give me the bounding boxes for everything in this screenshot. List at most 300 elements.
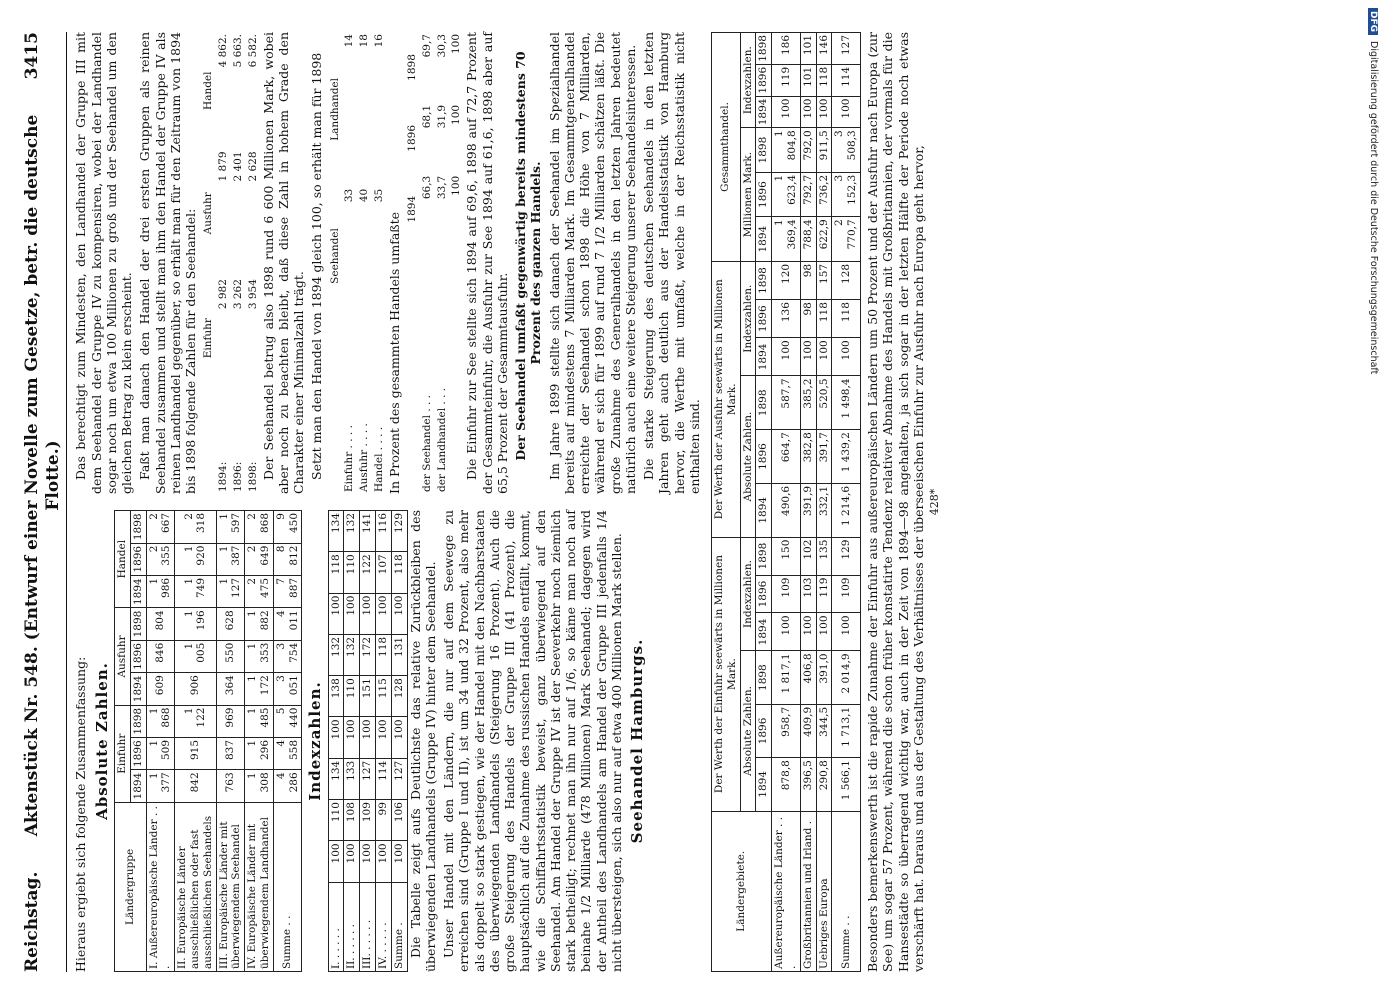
table-cell: 587,7: [772, 376, 801, 430]
table-cell: 385,2: [800, 376, 816, 430]
table-cell: der Landhandel . . .: [435, 387, 448, 492]
table-cell: 1 749: [175, 575, 216, 607]
table-cell: 100: [772, 613, 801, 651]
table-cell: 2 014,9: [832, 651, 861, 704]
abs-body: [146, 511, 302, 972]
hh-abs-1: Absolute Zahlen.: [740, 651, 756, 811]
table-cell: 101: [800, 64, 816, 96]
table-cell: 2 475: [245, 575, 274, 607]
table-row: [146, 511, 175, 972]
year-header: 1896: [756, 575, 772, 613]
table-cell: 127: [391, 758, 407, 799]
seehandel-table: [201, 32, 260, 494]
table-cell: 391,0: [816, 651, 832, 704]
table-cell: 119: [816, 575, 832, 613]
row-label: Großbritannien und Irland .: [800, 811, 816, 971]
abs-head-ausfuhr: Ausfuhr: [115, 608, 131, 705]
table-cell: 1 005: [175, 640, 216, 672]
year-header: 1894: [756, 338, 772, 376]
table-cell: 151: [360, 676, 376, 717]
table-cell: 118: [328, 552, 344, 593]
percent-table: [405, 32, 464, 494]
page-header: [22, 32, 67, 972]
table-cell: 100: [376, 717, 392, 758]
hh-head-einfuhr: Der Werth der Einfuhr seewärts in Millionen Mark.: [712, 537, 741, 811]
table-cell: 107: [376, 552, 392, 593]
table-row: [420, 32, 435, 494]
document-page: [22, 32, 1352, 972]
year-header: 1894: [756, 613, 772, 651]
table-cell: 40: [358, 188, 371, 203]
table-cell: 100: [344, 841, 360, 882]
table-cell: 406,8: [800, 651, 816, 704]
table-row: [360, 511, 376, 972]
table-cell: 792,0: [800, 128, 816, 173]
column-header: 1894: [406, 195, 419, 223]
table-cell: 100: [376, 593, 392, 634]
row-label: I. Außereuropäische Länder . . .: [146, 802, 175, 971]
table-cell: 132: [344, 511, 360, 552]
table-cell: 100: [391, 717, 407, 758]
table-cell: 1898:: [246, 461, 259, 492]
two-columns: [73, 32, 705, 972]
table-cell: 100: [816, 338, 832, 376]
year-header: 1896: [756, 704, 772, 757]
table-cell: 2 628: [246, 151, 259, 182]
row-label: II. Europäische Länder ausschließlichen oder fast ausschließlichen Seehandels: [175, 802, 216, 971]
year-header: 1896: [130, 640, 146, 672]
year-header: 1898: [756, 537, 772, 575]
year-header: 1894: [756, 96, 772, 128]
table-row: [273, 511, 302, 972]
table-row: [816, 33, 832, 972]
table-cell: 969: [216, 705, 245, 737]
table-cell: 100: [391, 593, 407, 634]
table-row: [245, 511, 274, 972]
table-cell: 115: [376, 676, 392, 717]
table-cell: 290,8: [816, 758, 832, 811]
table-cell: 4 862.: [217, 34, 230, 68]
right-para-1: Das berechtigt zum Mindesten, den Landhandel der Gruppe III mit dem Seehandel der Gruppe IV zu kompensiren, wobei der Landhandel sogar noch um etwa 100 Millionen zu groß und der Seehandel um den gleichen Betrag zu klein erscheint.: [73, 32, 135, 494]
year-header: 1894: [756, 217, 772, 262]
column-header: [201, 399, 216, 494]
table-cell: 550: [216, 640, 245, 672]
table-row: [328, 511, 344, 972]
table-cell: 31,9: [435, 104, 448, 129]
table-cell: 1 377: [146, 770, 175, 802]
table-cell: 129: [391, 511, 407, 552]
table-cell: 1 308: [245, 770, 274, 802]
right-para-5: In Prozent des gesammten Handels umfaßte: [386, 211, 402, 494]
row-label: II. . . . . .: [344, 882, 360, 971]
table-row: [231, 32, 246, 494]
table-cell: 391,9: [800, 483, 816, 537]
table-cell: 108: [344, 800, 360, 841]
table-cell: 133: [344, 758, 360, 799]
row-label: IV. . . . . .: [376, 882, 392, 971]
table-cell: 141: [360, 511, 376, 552]
table-cell: 1 439,2: [832, 430, 861, 484]
table-cell: 1 296: [245, 737, 274, 769]
dfg-credit: Digitalisierung gefördert durch die Deutsche Forschungsgemeinschaft: [1368, 41, 1379, 375]
left-para-1: Die Tabelle zeigt aufs Deutlichste das relative Zurückbleiben des überwiegenden Landhandels (Gruppe IV) hinter dem Seehandel.: [407, 510, 438, 972]
year-header: 1894: [756, 483, 772, 537]
table-cell: 846: [146, 640, 175, 672]
table-cell: 33: [343, 188, 356, 203]
table-cell: 127: [360, 758, 376, 799]
table-row: [449, 32, 464, 494]
table-cell: 102: [800, 537, 816, 575]
table-cell: 1 713,1: [832, 704, 861, 757]
table-cell: 100: [800, 96, 816, 128]
table-cell: 100: [344, 717, 360, 758]
table-cell: 3 954: [246, 279, 259, 310]
table-cell: 103: [800, 575, 816, 613]
sheet-number: 428*: [928, 488, 941, 516]
table-cell: 788,4: [800, 217, 816, 262]
table-cell: 837: [216, 737, 245, 769]
table-cell: 100: [816, 613, 832, 651]
table-cell: 98: [800, 300, 816, 338]
year-header: 1896: [756, 64, 772, 96]
column-header: Ausfuhr: [202, 192, 215, 235]
intro-text: Hieraus ergiebt sich folgende Zusammenfassung:: [73, 656, 89, 972]
table-cell: 100: [328, 593, 344, 634]
table-cell: 150: [772, 537, 801, 575]
hh-head-gesamt: Gesammthandel.: [712, 33, 741, 262]
table-cell: 736,2: [816, 172, 832, 217]
year-header: 1898: [756, 651, 772, 704]
table-cell: 391,7: [816, 430, 832, 484]
table-cell: 100: [816, 96, 832, 128]
table-cell: 69,7: [420, 34, 433, 58]
table-row: [344, 511, 360, 972]
hh-idx-3: Indexzahlen.: [740, 33, 756, 128]
hh-head-group: Ländergebiete.: [712, 811, 772, 971]
table-cell: 1 804,8: [772, 128, 801, 173]
row-label: Außereuropäische Länder . . .: [772, 811, 801, 971]
table-cell: 100: [832, 613, 861, 651]
row-label: IV. Europäische Länder mit überwiegendem Landhandel: [245, 802, 274, 971]
table-cell: 2 649: [245, 543, 274, 575]
table-cell: 1 986: [146, 575, 175, 607]
table-cell: 911,5: [816, 128, 832, 173]
table-cell: 763: [216, 770, 245, 802]
column-header: Handel: [202, 71, 215, 110]
table-cell: 100: [376, 841, 392, 882]
table-cell: 138: [328, 676, 344, 717]
abs-table: [114, 510, 302, 972]
table-cell: 114: [376, 758, 392, 799]
table-cell: 3 152,3: [832, 172, 861, 217]
table-cell: 100: [800, 613, 816, 651]
table-cell: 2 770,7: [832, 217, 861, 262]
table-cell: 364: [216, 673, 245, 705]
table-cell: 2 355: [146, 543, 175, 575]
year-header: 1898: [130, 511, 146, 544]
column-header: Seehandel: [328, 228, 341, 284]
table-cell: 906: [175, 673, 216, 705]
table-cell: 106: [391, 800, 407, 841]
table-cell: 664,7: [772, 430, 801, 484]
table-cell: 100: [328, 841, 344, 882]
table-cell: 128: [832, 261, 861, 299]
table-cell: 134: [328, 758, 344, 799]
hh-abs-2: Absolute Zahlen.: [740, 376, 756, 537]
table-cell: 100: [832, 96, 861, 128]
table-cell: 114: [832, 64, 861, 96]
right-para-6: Die Einfuhr zur See stellte sich 1894 auf 69,6, 1898 auf 72,7 Prozent der Gesammteinfuhr, die Ausfuhr zur See 1894 auf 61,6, 1898 aber auf 65,5 Prozent der Gesammtausfuhr.: [464, 32, 510, 494]
table-cell: 520,5: [816, 376, 832, 430]
table-cell: 2 667: [146, 511, 175, 544]
year-header: 1898: [756, 376, 772, 430]
table-cell: 129: [832, 537, 861, 575]
table-cell: 842: [175, 770, 216, 802]
table-cell: 1 623,4: [772, 172, 801, 217]
right-para-7: Der Seehandel umfaßt gegenwärtig bereits mindestens 70 Prozent des ganzen Handels.: [513, 51, 544, 461]
table-cell: 35: [373, 188, 386, 203]
table-cell: 172: [360, 634, 376, 675]
table-cell: 100: [832, 338, 861, 376]
table-cell: 1 122: [175, 705, 216, 737]
table-cell: 2 868: [245, 511, 274, 544]
table-cell: 100: [772, 96, 801, 128]
column-header: Einfuhr: [202, 318, 215, 359]
table-cell: 134: [328, 511, 344, 552]
table-cell: 1 817,1: [772, 651, 801, 704]
right-para-3: Der Seehandel betrug also 1898 rund 6 600 Millionen Mark, wobei aber noch zu beachten bleibt, daß diese Zahl in hohem Grade den Charakter einer Minimalzahl trägt.: [260, 32, 307, 494]
right-para-2: Faßt man danach den Handel der drei ersten Gruppen als reinen Seehandel zusammen und stellt man ihm den Handel der Gruppe IV als reinen Landhandel gegenüber, so erhält man für den Zeitraum von 1894 bis 1898 folgende Zahlen für den Seehandel:: [137, 32, 199, 494]
table-cell: 118: [376, 634, 392, 675]
abs-title: Absolute Zahlen.: [92, 662, 111, 820]
hh-idx-1: Indexzahlen.: [740, 537, 756, 651]
table-cell: 3 051: [273, 673, 302, 705]
table-row: [772, 33, 801, 972]
table-cell: 628: [216, 608, 245, 640]
table-cell: 66,3: [420, 175, 433, 200]
table-cell: 1 485: [245, 705, 274, 737]
table-row: [372, 32, 387, 494]
table-cell: 109: [360, 800, 376, 841]
table-cell: der Seehandel . . .: [420, 394, 433, 492]
table-cell: 30,3: [435, 34, 448, 58]
table-cell: 5 663.: [232, 34, 245, 68]
table-cell: 186: [772, 33, 801, 65]
column-header: Landhandel: [328, 78, 341, 141]
table-cell: 110: [328, 800, 344, 841]
table-cell: 132: [344, 634, 360, 675]
table-cell: 118: [832, 300, 861, 338]
table-cell: 14: [343, 34, 356, 48]
table-cell: 100: [328, 717, 344, 758]
table-cell: 100: [344, 593, 360, 634]
dfg-sidebar: [1363, 8, 1379, 992]
column-header: 1898: [406, 54, 419, 81]
table-cell: 120: [772, 261, 801, 299]
hamburg-table: [711, 32, 861, 972]
table-cell: 109: [832, 575, 861, 613]
column-header: [405, 245, 420, 494]
table-cell: 1 353: [245, 640, 274, 672]
row-label: III. Europäische Länder mit überwiegendem Seehandel: [216, 802, 245, 971]
table-cell: 609: [146, 673, 175, 705]
table-cell: 1 509: [146, 737, 175, 769]
table-cell: 4 286: [273, 770, 302, 802]
table-cell: 118: [391, 552, 407, 593]
table-cell: Ausfuhr . . . .: [358, 423, 371, 492]
table-cell: 1 882: [245, 608, 274, 640]
table-cell: 109: [772, 575, 801, 613]
table-cell: 2 982: [217, 279, 230, 310]
abs-head-group: Ländergruppe: [115, 802, 147, 971]
abs-head-einfuhr: Einfuhr: [115, 705, 131, 802]
table-cell: 332,1: [816, 483, 832, 537]
table-row: [175, 511, 216, 972]
table-cell: 1 196: [175, 608, 216, 640]
table-cell: 622,9: [816, 217, 832, 262]
table-cell: 132: [328, 634, 344, 675]
right-para-9: Die starke Steigerung des deutschen Seehandels in den letzten Jahren geht auch deutlich aus der Handelsstatistik von Hamburg hervor, die Werthe mit umfaßt, welche in der Reichsstatistik nicht enthalten sind.: [641, 32, 702, 494]
table-row: [246, 32, 261, 494]
right-column: [73, 32, 705, 494]
table-row: [391, 511, 407, 972]
table-row: [357, 32, 372, 494]
hamburg-footnote: Besonders bemerkenswerth ist die rapide Zunahme der Einfuhr aus außereuropäischen Ländern um 50 Prozent und der Ausfuhr nach Europa (zur See) um sogar 57 Prozent, während die schon früher konstatirte Tendenz relativer Abnahme des Handels mit Großbritannien, der vormals für die Hansestädte so überragend wichtig war, auch in der Zeit von 1894—98 angehalten, ja sich sogar in der letzten Hälfte der Periode noch etwas verschärft hat. Daraus und aus der Gestaltung des Verhältnisses der überseeischen Einfuhr zur Ausfuhr nach Europa geht hervor,: [865, 32, 926, 972]
hamburg-title: Seehandel Hamburgs.: [628, 638, 647, 844]
year-header: 1898: [130, 705, 146, 737]
table-cell: 1 127: [216, 575, 245, 607]
year-header: 1894: [130, 770, 146, 802]
table-cell: 18: [358, 34, 371, 48]
right-para-8: Im Jahre 1899 stellte sich danach der Seehandel im Spezialhandel bereits auf mindestens 7 Milliarden Mark. Im Gesammtgeneralhandel erreichte der Seehandel schon 1898 die Höhe von 7 Milliarden, während er sich für 1899 auf rund 7 1/2 Milliarden schätzen läßt. Die große Zunahme des Generalhandels in den letzten Jahren bedeutet natürlich auch eine weitere Steigerung unserer Seehandelsinteressen.: [546, 32, 638, 494]
table-cell: 8 812: [273, 543, 302, 575]
table-cell: 16: [373, 34, 386, 48]
table-cell: 127: [832, 33, 861, 65]
table-cell: 118: [816, 64, 832, 96]
table-cell: 135: [816, 537, 832, 575]
row-label: Summe .: [391, 882, 407, 971]
table-cell: 1 868: [146, 705, 175, 737]
table-cell: 100: [360, 841, 376, 882]
table-cell: 100: [360, 717, 376, 758]
table-cell: 99: [376, 800, 392, 841]
hh-idx-2: Indexzahlen.: [740, 261, 756, 376]
table-cell: 33,7: [435, 175, 448, 200]
table-cell: 9 450: [273, 511, 302, 544]
table-header-row: [328, 32, 343, 494]
table-row: [216, 511, 245, 972]
year-header: 1894: [756, 758, 772, 811]
table-cell: 100: [391, 841, 407, 882]
table-cell: 3 754: [273, 640, 302, 672]
table-cell: 1 498,4: [832, 376, 861, 430]
year-header: 1898: [756, 128, 772, 173]
table-row: [376, 511, 392, 972]
table-cell: 100: [450, 104, 463, 125]
table-cell: 1 172: [245, 673, 274, 705]
table-cell: 490,6: [772, 483, 801, 537]
column-header: 1896: [406, 124, 419, 152]
left-para-2: Unser Handel mit den Ländern, die nur auf dem Seewege zu erreichen sind (Gruppe I und II), ist um 34 und 32 Prozent, also mehr als doppelt so stark gestiegen, wie der Handel mit den Nachbarstaaten des überwiegenden Landhandels (Steigerung 16 Prozent). Auch die große Steigerung des Handels der Gruppe III (41 Prozent), die hauptsächlich auf die Zunahme des russischen Handels entfällt, kommt, wie die Schiffahrtsstatistik beweist, ganz überwiegend auf den Seehandel. Am Handel der Gruppe IV ist der Seeverkehr noch ziemlich stark betheiligt; rechnet man ihn nur auf 1/6, so käme man noch auf beinahe 1/2 Milliarde (478 Millionen) Mark Seehandel; dagegen wird der Antheil des Landhandels am Handel der Gruppe III jedenfalls 1/4 nicht übersteigen, sich also nur auf etwa 400 Millionen Mark stellen.: [441, 510, 624, 972]
table-cell: 128: [391, 676, 407, 717]
year-header: 1898: [756, 261, 772, 299]
table-row: [832, 33, 861, 972]
table-cell: 1 597: [216, 511, 245, 544]
table-cell: Einfuhr . . . .: [343, 425, 356, 492]
table-cell: 157: [816, 261, 832, 299]
table-cell: 382,8: [800, 430, 816, 484]
table-cell: 804: [146, 608, 175, 640]
table-row: [342, 32, 357, 494]
table-cell: 1 566,1: [832, 758, 861, 811]
table-cell: 110: [344, 676, 360, 717]
table-cell: 122: [360, 552, 376, 593]
dfg-logo: DFG: [1368, 8, 1378, 35]
header-title: Aktenstück Nr. 548. (Entwurf einer Novelle zum Gesetze, betr. die deutsche Flotte.): [22, 114, 63, 837]
table-cell: 792,7: [800, 172, 816, 217]
table-cell: 878,8: [772, 758, 801, 811]
right-para-4: Setzt man den Handel von 1894 gleich 100, so erhält man für 1898: [309, 52, 325, 480]
table-cell: 1 879: [217, 151, 230, 182]
year-header: 1894: [130, 575, 146, 607]
hh-head-ausfuhr: Der Werth der Ausfuhr seewärts in Millionen Mark.: [712, 261, 741, 537]
table-cell: 101: [800, 33, 816, 65]
table-cell: 146: [816, 33, 832, 65]
abs-head-handel: Handel: [115, 511, 131, 608]
table-cell: 2 318: [175, 511, 216, 544]
table-cell: 100: [450, 34, 463, 55]
table-cell: 118: [816, 300, 832, 338]
table-cell: 958,7: [772, 704, 801, 757]
table-cell: 344,5: [816, 704, 832, 757]
table-cell: 119: [772, 64, 801, 96]
table-cell: 915: [175, 737, 216, 769]
year-header: 1896: [130, 737, 146, 769]
idx-table: [328, 510, 408, 972]
table-cell: 3 262: [232, 279, 245, 310]
table-header-row: [201, 32, 216, 494]
table-cell: 131: [391, 634, 407, 675]
table-cell: 4 558: [273, 737, 302, 769]
table-cell: 7 887: [273, 575, 302, 607]
table-cell: 100: [450, 175, 463, 196]
table-header-row: [405, 32, 420, 494]
table-cell: 100: [772, 338, 801, 376]
left-column: [73, 510, 705, 972]
table-cell: 409,9: [800, 704, 816, 757]
column-header: [328, 325, 343, 494]
table-cell: 6 582.: [246, 34, 259, 68]
hh-mio-3: Millionen Mark.: [740, 128, 756, 262]
table-cell: 98: [800, 261, 816, 299]
year-header: 1896: [756, 300, 772, 338]
table-cell: Handel . . . .: [373, 426, 386, 492]
year-header: 1896: [756, 172, 772, 217]
index-1898-table: [328, 32, 387, 494]
page-number: 3415: [22, 32, 42, 80]
table-row: [800, 33, 816, 972]
year-header: 1898: [130, 608, 146, 640]
row-label: I. . . . . .: [328, 882, 344, 971]
table-cell: 2 401: [232, 151, 245, 182]
table-cell: 136: [772, 300, 801, 338]
header-left: Reichstag.: [22, 871, 42, 972]
table-cell: 4 011: [273, 608, 302, 640]
table-cell: 1 920: [175, 543, 216, 575]
table-cell: 100: [360, 593, 376, 634]
table-row: [216, 32, 231, 494]
year-header: 1894: [130, 673, 146, 705]
